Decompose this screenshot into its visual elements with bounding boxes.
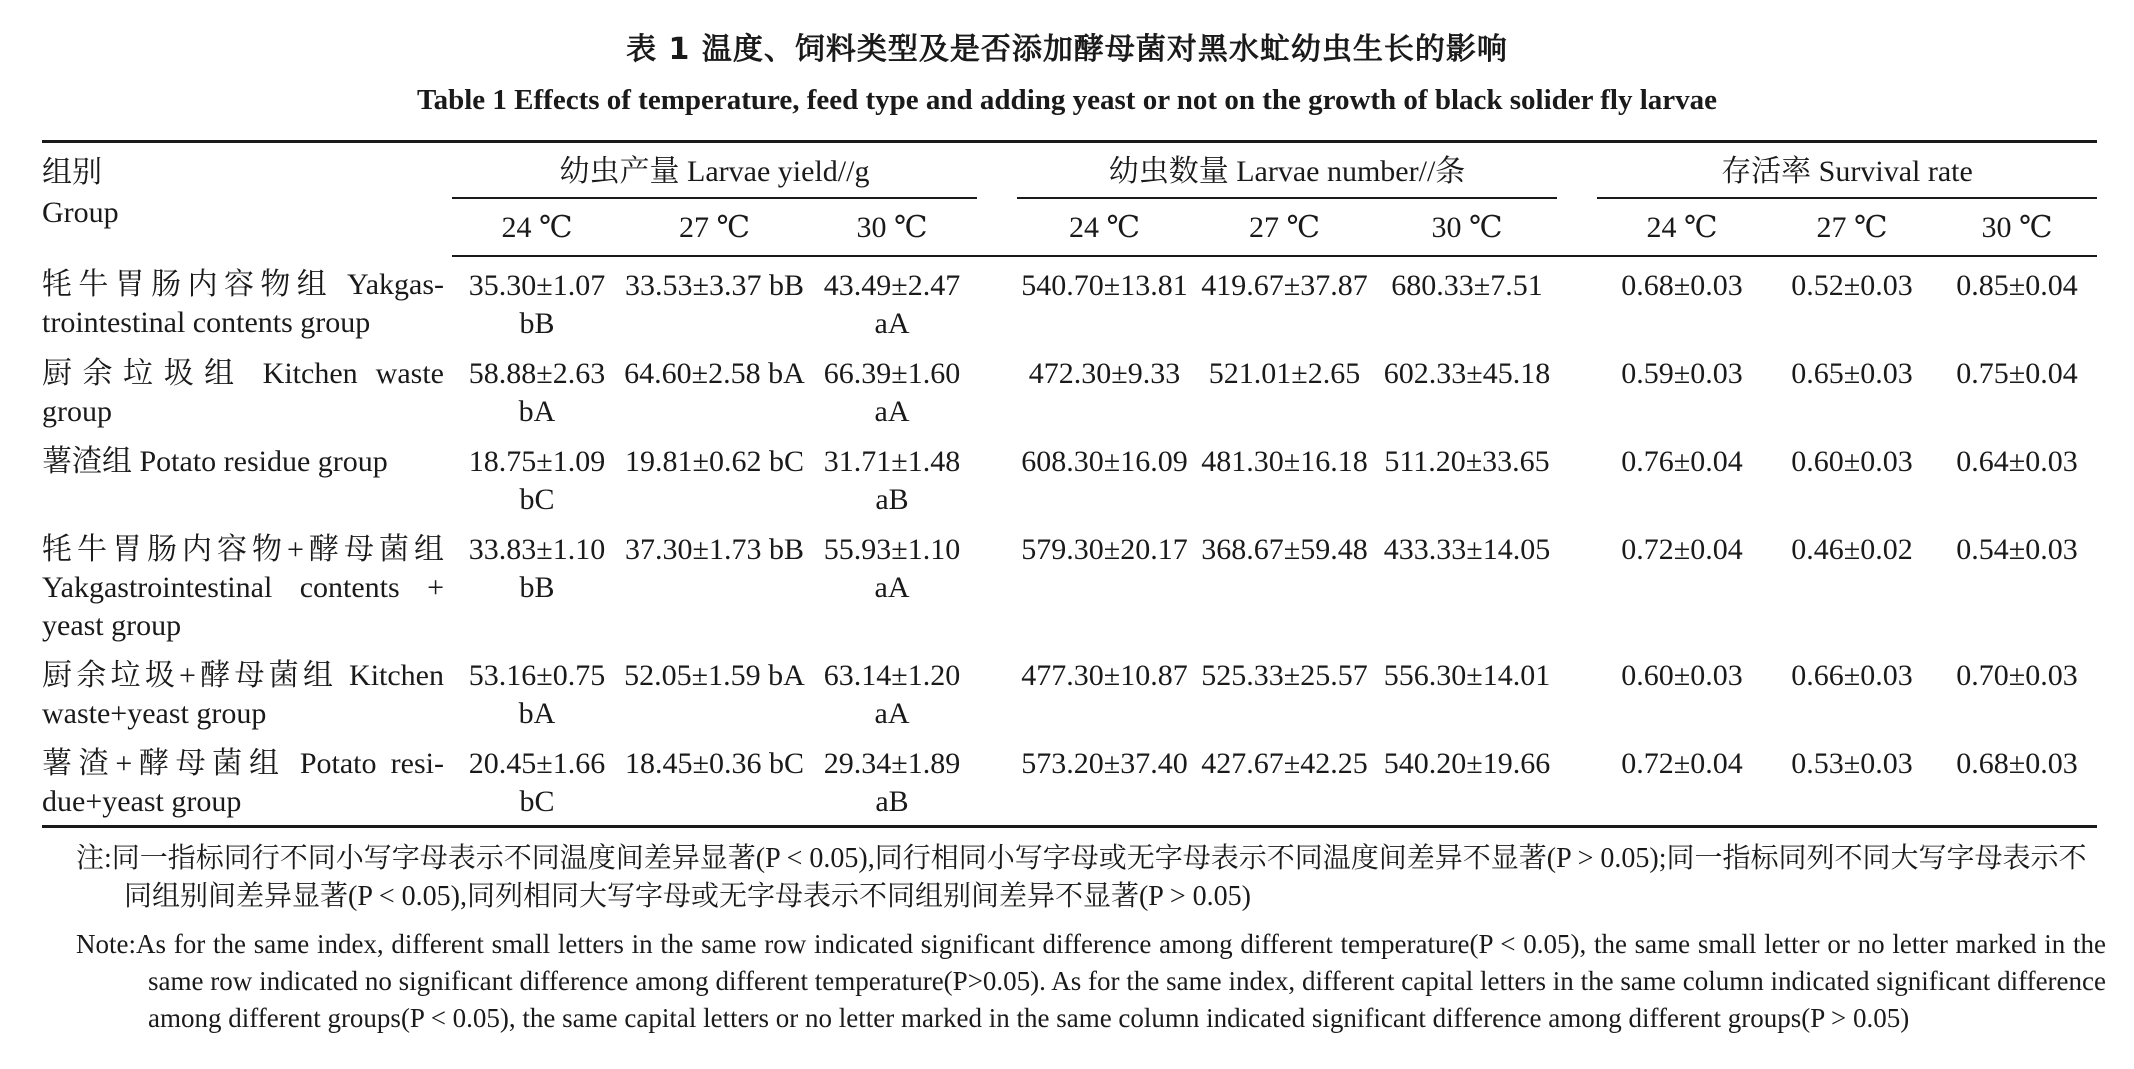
value-cell: 19.81±0.62 bC: [625, 445, 804, 478]
value-cell: 680.33±7.51: [1391, 269, 1543, 302]
value-cell: 64.60±2.58 bA: [624, 357, 805, 390]
yield-header: 幼虫产量 Larvae yield//g: [452, 142, 977, 204]
value-cell: 53.16±0.75 bA: [468, 659, 606, 730]
group-cell: 薯渣+酵母菌组 Potato resi-due+yeast group: [42, 747, 444, 818]
value-cell: 368.67±59.48: [1201, 533, 1368, 566]
value-cell: 0.60±0.03: [1621, 659, 1743, 692]
value-cell: 608.30±16.09: [1021, 445, 1188, 478]
value-cell: 37.30±1.73 bB: [625, 533, 804, 566]
value-cell: 540.70±13.81: [1021, 269, 1188, 302]
value-cell: 573.20±37.40: [1021, 747, 1188, 780]
temp-header: 27 ℃: [1767, 203, 1937, 256]
value-cell: 0.75±0.04: [1956, 357, 2078, 390]
value-cell: 0.66±0.03: [1791, 659, 1913, 692]
spacer-cell: [1557, 737, 1597, 827]
group-cell: 厨余垃圾+酵母菌组 Kitchen waste+yeast group: [42, 659, 444, 730]
value-cell: 525.33±25.57: [1201, 659, 1368, 692]
value-cell: 0.60±0.03: [1791, 445, 1913, 478]
table-row: [42, 523, 2097, 649]
value-cell: 0.70±0.03: [1956, 659, 2078, 692]
spacer-cell: [977, 737, 1017, 827]
spacer-cell: [977, 649, 1017, 737]
spacer-cell: [1557, 435, 1597, 523]
value-cell: 66.39±1.60 aA: [823, 357, 961, 428]
value-cell: 35.30±1.07 bB: [468, 269, 606, 340]
spacer-cell: [1557, 256, 1597, 347]
value-cell: 63.14±1.20 aA: [823, 659, 961, 730]
results-table: [42, 140, 2097, 828]
value-cell: 0.85±0.04: [1956, 269, 2078, 302]
value-cell: 477.30±10.87: [1021, 659, 1188, 692]
value-cell: 579.30±20.17: [1021, 533, 1188, 566]
value-cell: 0.72±0.04: [1621, 747, 1743, 780]
table-title-chinese: 表 1 温度、饲料类型及是否添加酵母菌对黑水虻幼虫生长的影响: [626, 32, 1508, 67]
spacer-cell: [977, 256, 1017, 347]
value-cell: 18.75±1.09 bC: [468, 445, 606, 516]
temp-header: 27 ℃: [1192, 203, 1377, 256]
spacer-cell: [1557, 523, 1597, 649]
temp-header: 24 ℃: [1597, 203, 1767, 256]
value-cell: 0.65±0.03: [1791, 357, 1913, 390]
value-cell: 43.49±2.47 aA: [823, 269, 961, 340]
spacer-cell: [977, 347, 1017, 435]
group-column-header: [42, 142, 452, 257]
value-cell: 0.46±0.02: [1791, 533, 1913, 566]
value-cell: 472.30±9.33: [1028, 357, 1181, 390]
group-cell: 牦牛胃肠内容物+酵母菌组 Yakgastrointestinal contents + yeast group: [42, 533, 444, 642]
table-row: [42, 256, 2097, 347]
group-header-cn: 组别: [42, 156, 102, 189]
table-body: [42, 256, 2097, 827]
value-cell: 29.34±1.89 aB: [823, 747, 961, 818]
value-cell: 33.53±3.37 bB: [625, 269, 804, 302]
value-cell: 540.20±19.66: [1383, 747, 1551, 780]
group-header-en: Group: [42, 196, 119, 229]
value-cell: 31.71±1.48 aB: [823, 445, 961, 516]
spacer-cell: [977, 523, 1017, 649]
temp-header: 24 ℃: [1017, 203, 1192, 256]
value-cell: 0.76±0.04: [1621, 445, 1743, 478]
value-cell: 433.33±14.05: [1383, 533, 1551, 566]
group-cell: 牦牛胃肠内容物组 Yakgas-trointestinal contents group: [42, 268, 444, 339]
value-cell: 427.67±42.25: [1201, 747, 1368, 780]
table-row: [42, 435, 2097, 523]
value-cell: 18.45±0.36 bC: [625, 747, 804, 780]
note-english: Note:As for the same index, different small letters in the same row indicated significant difference among different temperature(P < 0.05), the same small letter or no letter marked in the same row indicated no significant difference among different temperature(P>0.05). As for the same index, different capital letters in the same column indicated significant difference among different groups(P < 0.05), the same capital letters or no letter marked in the same column indicated significant difference among different groups(P > 0.05): [76, 929, 2106, 1033]
spacer-cell: [1557, 347, 1597, 435]
value-cell: 33.83±1.10 bB: [468, 533, 606, 604]
value-cell: 0.54±0.03: [1956, 533, 2078, 566]
temp-header: 24 ℃: [452, 203, 622, 256]
value-cell: 481.30±16.18: [1201, 445, 1368, 478]
value-cell: 0.68±0.03: [1621, 269, 1743, 302]
table-row: [42, 347, 2097, 435]
value-cell: 58.88±2.63 bA: [468, 357, 606, 428]
value-cell: 556.30±14.01: [1383, 659, 1551, 692]
table-row: [42, 737, 2097, 827]
value-cell: 55.93±1.10 aA: [823, 533, 961, 604]
group-cell: 薯渣组 Potato residue group: [42, 445, 388, 478]
group-cell: 厨余垃圾组 Kitchen waste group: [42, 357, 444, 428]
value-cell: 20.45±1.66 bC: [468, 747, 606, 818]
value-cell: 602.33±45.18: [1383, 357, 1551, 390]
value-cell: 0.52±0.03: [1791, 269, 1913, 302]
number-header: 幼虫数量 Larvae number//条: [1017, 142, 1557, 204]
value-cell: 511.20±33.65: [1384, 445, 1550, 478]
value-cell: 0.53±0.03: [1791, 747, 1913, 780]
table-title-english: Table 1 Effects of temperature, feed type and adding yeast or not on the growth of black solider fly larvae: [416, 84, 1718, 116]
value-cell: 521.01±2.65: [1208, 357, 1361, 390]
value-cell: 419.67±37.87: [1201, 269, 1368, 302]
value-cell: 0.72±0.04: [1621, 533, 1743, 566]
table-row: [42, 649, 2097, 737]
temp-header: 30 ℃: [1937, 203, 2097, 256]
spacer-cell: [977, 435, 1017, 523]
temp-header: 27 ℃: [622, 203, 807, 256]
temp-header: 30 ℃: [807, 203, 977, 256]
value-cell: 0.64±0.03: [1956, 445, 2078, 478]
value-cell: 0.59±0.03: [1621, 357, 1743, 390]
table-notes: [76, 840, 2106, 1037]
spacer-cell: [1557, 649, 1597, 737]
temp-header: 30 ℃: [1377, 203, 1557, 256]
value-cell: 52.05±1.59 bA: [624, 659, 805, 692]
survival-header: 存活率 Survival rate: [1597, 142, 2097, 204]
note-chinese: 注:同一指标同行不同小写字母表示不同温度间差异显著(P < 0.05),同行相同小写字母或无字母表示不同温度间差异不显著(P > 0.05);同一指标同列不同大写字母表示不同组别间差异显著(P < 0.05),同列相同大写字母或无字母表示不同组别间差异不显著(P > 0.05): [76, 843, 2087, 912]
value-cell: 0.68±0.03: [1956, 747, 2078, 780]
